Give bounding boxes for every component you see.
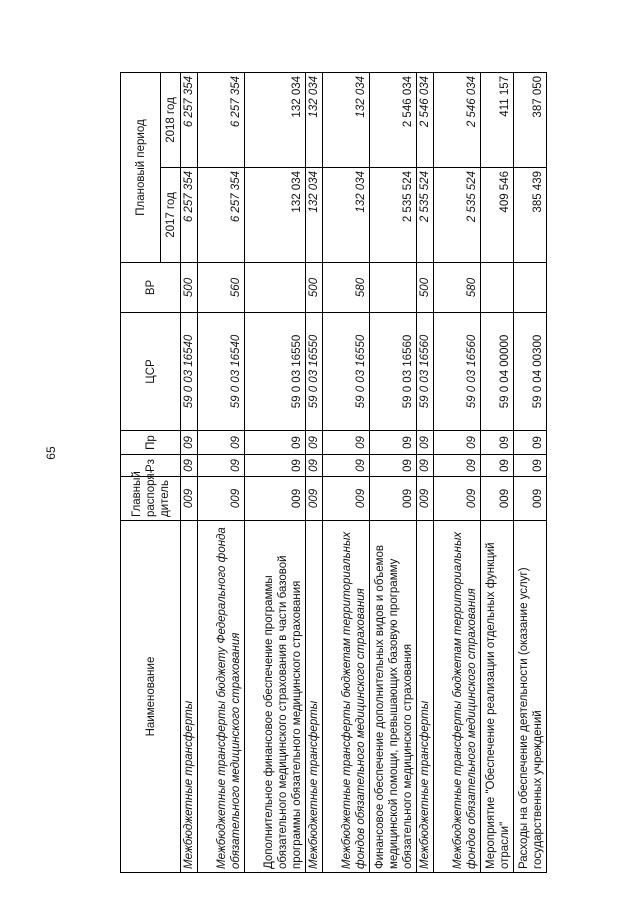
cell-pr: 09 — [417, 431, 434, 455]
cell-admin: 009 — [198, 477, 245, 521]
header-admin-line1: Главный — [130, 471, 143, 517]
cell-v2018: 387 050 — [514, 72, 547, 167]
header-pr: Пр — [121, 431, 181, 455]
cell-vr: 560 — [198, 263, 245, 313]
cell-v2018: 132 034 — [245, 72, 306, 167]
cell-admin: 009 — [434, 477, 481, 521]
cell-rz: 09 — [370, 455, 417, 477]
table-row — [481, 72, 514, 872]
cell-rz: 09 — [245, 455, 306, 477]
cell-rz: 09 — [306, 455, 323, 477]
cell-pr: 09 — [434, 431, 481, 455]
cell-v2018: 6 257 354 — [198, 72, 245, 167]
cell-csr: 59 0 03 16560 — [434, 313, 481, 431]
cell-csr: 59 0 04 00000 — [481, 313, 514, 431]
header-period: Плановый период — [121, 72, 161, 262]
cell-vr — [481, 263, 514, 313]
header-vr: ВР — [121, 263, 181, 313]
cell-name: Межбюджетные трансферты — [306, 521, 323, 873]
cell-vr: 500 — [306, 263, 323, 313]
cell-name: Мероприятие "Обеспечение реализации отдельных функций отрасли" — [481, 521, 514, 873]
cell-admin: 009 — [370, 477, 417, 521]
cell-vr — [514, 263, 547, 313]
table-area — [120, 73, 544, 873]
table-row — [323, 72, 370, 872]
cell-v2018: 2 546 034 — [370, 72, 417, 167]
table-row — [417, 72, 434, 872]
cell-csr: 59 0 03 16540 — [181, 313, 198, 431]
cell-pr: 09 — [198, 431, 245, 455]
table-row — [434, 72, 481, 872]
table-body — [181, 72, 547, 872]
table-row — [181, 72, 198, 872]
cell-name: Межбюджетные трансферты — [181, 521, 198, 873]
cell-v2018: 2 546 034 — [417, 72, 434, 167]
table-row — [245, 72, 306, 872]
cell-vr: 580 — [323, 263, 370, 313]
header-2017: 2017 год — [161, 168, 181, 263]
cell-admin: 009 — [323, 477, 370, 521]
cell-csr: 59 0 03 16550 — [245, 313, 306, 431]
cell-name: Межбюджетные трансферты — [417, 521, 434, 873]
cell-pr: 09 — [514, 431, 547, 455]
header-admin — [121, 469, 181, 521]
cell-vr: 500 — [181, 263, 198, 313]
cell-pr: 09 — [370, 431, 417, 455]
cell-v2017: 2 535 524 — [434, 168, 481, 263]
cell-vr: 580 — [434, 263, 481, 313]
cell-v2017: 385 439 — [514, 168, 547, 263]
rotated-table — [120, 73, 544, 873]
cell-admin: 009 — [514, 477, 547, 521]
cell-rz: 09 — [434, 455, 481, 477]
cell-rz: 09 — [514, 455, 547, 477]
cell-name: Финансовое обеспечение дополнительных видов и объемов медицинской помощи, превышающих базовую программу обязательного медицинского страхования — [370, 521, 417, 873]
cell-rz: 09 — [417, 455, 434, 477]
cell-pr: 09 — [181, 431, 198, 455]
cell-v2017: 2 535 524 — [370, 168, 417, 263]
header-name: Наименование — [121, 521, 181, 873]
header-2018: 2018 год — [161, 72, 181, 167]
cell-pr: 09 — [481, 431, 514, 455]
cell-pr: 09 — [323, 431, 370, 455]
cell-admin: 009 — [481, 477, 514, 521]
cell-rz: 09 — [323, 455, 370, 477]
cell-csr: 59 0 03 16540 — [198, 313, 245, 431]
cell-pr: 09 — [245, 431, 306, 455]
cell-admin: 009 — [245, 477, 306, 521]
cell-v2018: 132 034 — [306, 72, 323, 167]
cell-v2018: 2 546 034 — [434, 72, 481, 167]
cell-v2017: 132 034 — [323, 168, 370, 263]
cell-v2017: 2 535 524 — [417, 168, 434, 263]
cell-csr: 59 0 03 16560 — [370, 313, 417, 431]
cell-v2018: 411 157 — [481, 72, 514, 167]
cell-vr — [245, 263, 306, 313]
cell-v2017: 132 034 — [306, 168, 323, 263]
cell-csr: 59 0 03 16550 — [323, 313, 370, 431]
cell-rz: 09 — [181, 455, 198, 477]
page-number: 65 — [44, 446, 58, 460]
table-row — [514, 72, 547, 872]
cell-name: Межбюджетные трансферты бюджетам территориальных фондов обязательного медицинского страхования — [323, 521, 370, 873]
cell-v2017: 6 257 354 — [198, 168, 245, 263]
cell-v2018: 6 257 354 — [181, 72, 198, 167]
cell-v2017: 409 546 — [481, 168, 514, 263]
table-row — [306, 72, 323, 872]
cell-name: Расходы на обеспечение деятельности (оказание услуг) государственных учреждений — [514, 521, 547, 873]
cell-admin: 009 — [306, 477, 323, 521]
cell-rz: 09 — [198, 455, 245, 477]
cell-v2018: 132 034 — [323, 72, 370, 167]
cell-name: Межбюджетные трансферты бюджетам территориальных фондов обязательного медицинского страхования — [434, 521, 481, 873]
header-admin-line2: распоря- — [144, 469, 157, 517]
cell-admin: 009 — [181, 477, 198, 521]
cell-vr: 500 — [417, 263, 434, 313]
table-row — [198, 72, 245, 872]
cell-csr: 59 0 04 00300 — [514, 313, 547, 431]
cell-pr: 09 — [306, 431, 323, 455]
cell-rz: 09 — [481, 455, 514, 477]
budget-table — [120, 72, 547, 873]
cell-name: Межбюджетные трансферты бюджету Федерального фонда обязательного медицинского страхования — [198, 521, 245, 873]
header-admin-line3: дитель — [158, 480, 171, 517]
cell-v2017: 6 257 354 — [181, 168, 198, 263]
header-csr: ЦСР — [121, 313, 181, 431]
cell-csr: 59 0 03 16560 — [417, 313, 434, 431]
cell-name: Дополнительное финансовое обеспечение программы обязательного медицинского страхования в части базовой программы обязательного медицинского страхования — [245, 521, 306, 873]
cell-v2017: 132 034 — [245, 168, 306, 263]
table-row — [370, 72, 417, 872]
cell-admin: 009 — [417, 477, 434, 521]
cell-csr: 59 0 03 16550 — [306, 313, 323, 431]
header-rz: Рз — [121, 455, 181, 477]
cell-vr — [370, 263, 417, 313]
